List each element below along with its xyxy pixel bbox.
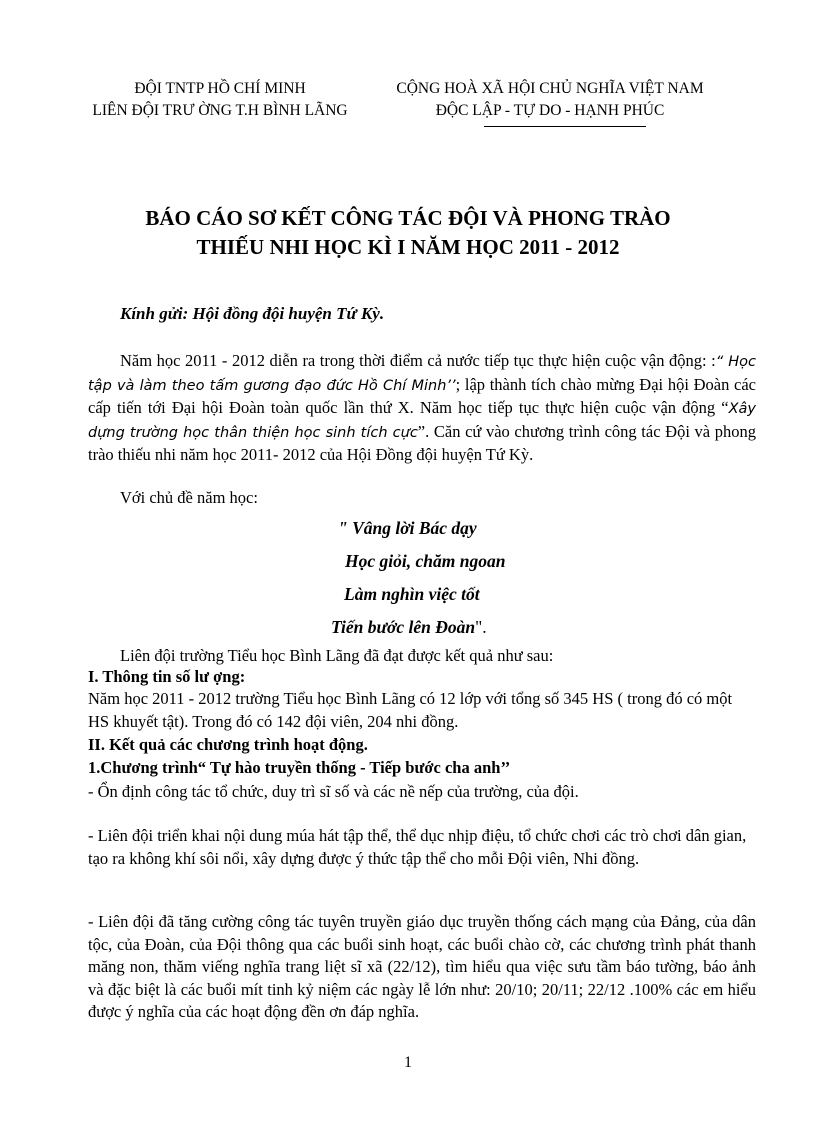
bullet-paragraph-1: - Ổn định công tác tổ chức, duy trì sĩ số và các nề nếp của trường, của đội. — [88, 782, 579, 801]
page-number: 1 — [404, 1054, 412, 1071]
motto-line-4 — [331, 617, 487, 638]
motto-line-3: Làm nghìn việc tốt — [344, 584, 480, 604]
bullet-paragraph-2: - Liên đội triển khai nội dung múa hát tập thể, thể dục nhịp điệu, tổ chức chơi các trò chơi dân gian, tạo ra không khí sôi nổi, xây dựng được ý thức tập thể cho mỗi Đội viên, Nhi đồng. — [88, 826, 747, 868]
intro-paragraph — [88, 350, 756, 467]
section-1-body: Năm học 2011 - 2012 trường Tiểu học Bình Lãng có 12 lớp với tổng số 345 HS ( trong đó có một HS khuyết tật). Trong đó có 142 đội viên, 204 nhi đồng. — [88, 689, 733, 731]
bullet-paragraph-3: - Liên đội đã tăng cường công tác tuyên truyền giáo dục truyền thống cách mạng của Đảng, của dân tộc, của Đoàn, của Đội thông qua các buổi sinh hoạt, các buổi chào cờ, các chương trình phát thanh măng non, thăm viếng nghĩa trang liệt sĩ xã (22/12), tìm hiểu qua việc sưu tầm báo tường, báo ảnh và đặc biệt là các buổi mít tinh kỷ niệm các ngày lễ lớn như: 20/10; 20/11; 22/12 .100% các em hiểu được ý nghĩa của các hoạt động đền ơn đáp nghĩa. — [88, 912, 756, 1021]
result-intro: Liên đội trường Tiểu học Bình Lãng đã đạt được kết quả như sau: — [120, 646, 554, 665]
motto-line-4-text: Tiến bước lên Đoàn — [331, 617, 476, 637]
title-line-1: BÁO CÁO SƠ KẾT CÔNG TÁC ĐỘI VÀ PHONG TRÀO — [145, 206, 671, 230]
intro-text-b: ; lập thành tích chào mừng Đại hội Đoàn các cấp tiến tới Đại hội Đoàn toàn quốc lần thứ X. Năm học tiếp tục thực hiện cuộc vận động “ — [88, 374, 756, 417]
motto-line-4-end: ". — [475, 617, 487, 637]
intro-quote-2: Xây dựng trường học thân thiện học sinh tích cực — [88, 401, 756, 441]
country-name: CỘNG HOÀ XÃ HỘI CHỦ NGHĨA VIỆT NAM — [396, 80, 704, 97]
motto-line-1: " Vâng lời Bác dạy — [338, 518, 477, 538]
document-title — [60, 204, 756, 262]
intro-text-c: ”. Căn cứ vào chương trình công tác Đội và phong trào thiếu nhi năm học 2011- 2012 của Hội Đồng đội huyện Tứ Kỳ. — [88, 421, 756, 464]
subsection-1-heading: 1.Chương trình“ Tự hào truyền thống - Tiếp bước cha anh’’ — [88, 758, 511, 777]
school-name: LIÊN ĐỘI TRƯ ỜNG T.H BÌNH LÃNG — [92, 102, 348, 119]
theme-intro: Với chủ đề năm học: — [120, 488, 258, 507]
section-2-heading: II. Kết quả các chương trình hoạt động. — [88, 735, 368, 754]
motto-line: ĐỘC LẬP - TỰ DO - HẠNH PHÚC — [435, 102, 665, 119]
intro-text-a: Năm học 2011 - 2012 diễn ra trong thời điểm cả nước tiếp tục thực hiện cuộc vận động: : — [120, 351, 716, 370]
motto-line-2: Học giỏi, chăm ngoan — [345, 551, 506, 571]
header-left — [70, 78, 370, 122]
org-name: ĐỘI TNTP HỒ CHÍ MINH — [134, 80, 306, 97]
addressee: Kính gửi: Hội đồng đội huyện Tứ Kỳ. — [120, 304, 385, 323]
header-underline — [484, 126, 646, 127]
section-1-heading: I. Thông tin số lư ợng: — [88, 667, 246, 686]
title-line-2: THIẾU NHI HỌC KÌ I NĂM HỌC 2011 - 2012 — [196, 235, 620, 259]
intro-quote-1: “ Học tập và làm theo tấm gương đạo đức Hồ Chí Minh’’ — [88, 354, 757, 394]
header-right — [372, 78, 728, 122]
